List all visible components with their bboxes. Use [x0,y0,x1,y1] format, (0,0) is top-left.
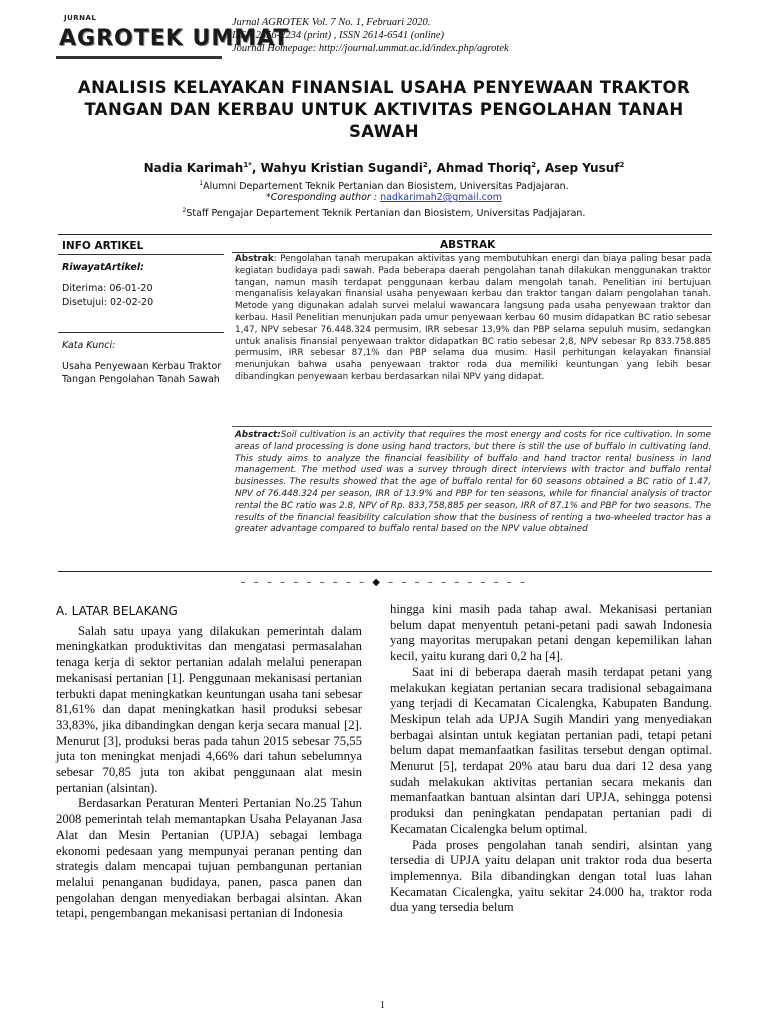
author-list: Nadia Karimah$^{1*}$, Wahyu Kristian Sugandi$^2$, Ahmad Thoriq$^2$, Asep Yusuf$^2$ [143,161,625,175]
info-rule [58,254,224,255]
journal-logo [56,14,290,60]
bottom-rule [58,571,712,572]
body-paragraph: Saat ini di beberapa daerah masih terdapat petani yang melakukan kegiatan pertanian secara tradisional sebagaimana yang terjadi di Kecamatan Cicalengka, Kabupaten Bandung. Meskipun telah ada UPJA Sugih Mandiri yang menyediakan berbagai alsintan untuk kegiatan pertanian padi, tetapi petani belum dapat memanfaatkan fasilitas tersebut dengan optimal. Menurut [5], terdapat 20% atau baru dua dari 12 desa yang sudah melakukan aktivitas pertanian secara mekanis dan memanfaatkan bantuan alsintan dari UPJA, sehingga potensi produksi dan peningkatan pendapatan pertanian padi di Kecamatan Cicalengka belum optimal. [390,664,712,836]
abstract-id-text: : Pengolahan tanah merupakan aktivitas yang membutuhkan energi dan biaya paling besar pada kegiatan budidaya padi sawah. Pada beberapa daerah pengolahan tanah dilakukan menggunakan traktor tangan, namun masih terdapat penggunaan kerbau dalam mengolah tanah. Penelitian ini bertujuan menganalisis kelayakan finansial usaha penyewaan kerbau dan traktor tangan dalam pengolahan tanah. Metode yang digunakan adalah survei melalui wawancara langsung pada usaha penyewaan traktor dan kerbau. Hasil Penelitian menunjukan pada umur penyewaan kerbau 60 musim didapatkan BC ratio sebesar 1,47, NPV sebesar 76.448.324 permusim, IRR sebesar 13,9% dan PBP selama sepuluh musim, sedangkan untuk analisis finansial penyewaan traktor didapatkan BC ratio sebesar 2,8, NPV sebesar Rp 833.758.885 permusim, IRR sebesar 87,1% dan PBP selama dua musim. Hasil perhitungan kelayakan finansial menunjukan bahwa usaha penyewaan traktor roda dua memiliki keuntungan yang lebih besar dibandingkan penyewaan kerbau berdasarkan nilai NPV yang didapat. [235,254,711,382]
corresponding-label: *Coresponding author : [266,192,381,203]
keywords-title: Kata Kunci: [62,340,116,351]
journal-homepage: Journal Homepage: http://journal.ummat.ac.id/index.php/agrotek [232,43,509,54]
corresponding-author [60,192,708,204]
body-column-right [390,602,712,916]
logo-big-text: AGROTEK UMMAT [59,26,290,51]
affiliation-2-text: Staff Pengajar Departement Teknik Pertanian dan Biosistem, Universitas Padjajaran. [186,208,586,220]
divider-ornament: – – – – – – – – – – ◆ – – – – – – – – – – – [240,577,528,588]
abstrak-heading: ABSTRAK [440,239,496,251]
author-name: Nadia Karimah [143,161,244,175]
body-paragraph: Berdasarkan Peraturan Menteri Pertanian No.25 Tahun 2008 pemerintah telah memantapkan Usaha Pelayanan Jasa Alat dan Mesin Pertanian (UPJA) sebagai lembaga ekonomi pedesaan yang mempunyai peranan penting dan strategis dalam mencapai tujuan pembangunan pertanian melalui penanganan budidaya, panen, pasca panen dan pengolahan dengan menyediakan berbagai alsintan. Akan tetapi, pengembangan mekanisasi pertanian di Indonesia [56,796,362,921]
abstract-rule [232,252,712,253]
received-date: Diterima: 06-01-20 [62,283,153,294]
page-number: 1 [380,1000,385,1011]
author-sup: 1* [243,161,252,169]
abstract-indonesian [235,254,711,384]
approved-date: Disetujui: 02-02-20 [62,297,154,308]
abstract-en-text: Soil cultivation is an activity that requires the most energy and costs for rice cultivation. In some areas of land processing is done using hand tractors, but there is still the use of buffalo in cultivating land. This study aims to analyze the financial feasibility of buffalo and hand tractor rental business in land management. The method used was a survey through direct interviews with tractor and buffalo rental businesses. The results showed that the age of buffalo rental for 60 seasons obtained a BC ratio of 1.47, NPV of 76.448.324 per season, IRR of 13.9% and PBP for ten seasons, while for financial analysis of tractor rental the BC ratio was 2.8, NPV of Rp. 833,758,885 per season, IRR of 87.1% and PBP for two seasons. The results of the financial feasibility calculation show that the business of renting a two-wheeled tractor has a greater advantage compared to buffalo rental based on the NPV value obtained [235,430,711,535]
body-paragraph: Pada proses pengolahan tanah sendiri, alsintan yang tersedia di UPJA yaitu delapan unit traktor roda dua beserta implemennya. Bila dibandingkan dengan total luas lahan Kecamatan Cicalengka, yaitu sekitar 24.000 ha, traktor roda dua yang tersedia belum [390,837,712,915]
body-column-left [56,604,362,922]
author-sup: 2 [619,161,625,169]
affiliation-2 [60,205,708,220]
affiliation-1-text: Alumni Departement Teknik Pertanian dan Biosistem, Universitas Padjajaran. [203,181,569,193]
abstract-id-label: Abstrak [235,254,274,264]
info-rule-2 [58,332,224,333]
body-paragraph: Salah satu upaya yang dilakukan pemerintah dalam meningkatkan produktivitas dan mengatasi permasalahan tenaga kerja di sektor pertanian adalah melalui penerapan mekanisasi pertanian [1]. Penggunaan mekanisasi pertanian terbukti dapat meningkatkan keuntungan usaha tani sebesar 81,61% dan dapat meningkatkan hasil produksi sebesar 33,83%, jika dibandingkan dengan kerja secara manual [2]. Menurut [3], produksi beras pada tahun 2015 sebesar 75,55 juta ton meningkat menjadi 4,66% dari tahun sebelumnya sebesar 70,85 juta ton akibat penggunaan alat mesin pertanian (alsintan). [56,623,362,795]
abstract-en-label: Abstract: [235,430,281,440]
author-name: Ahmad Thoriq [436,161,532,175]
abstract-english [235,430,711,536]
paper-title: ANALISIS KELAYAKAN FINANSIAL USAHA PENYEWAAN TRAKTOR TANGAN DAN KERBAU UNTUK AKTIVITAS PENGOLAHAN TANAH SAWAH [77,78,691,141]
abstract-separator [232,426,712,427]
author-name: Asep Yusuf [544,161,620,175]
corresponding-email-link[interactable]: nadkarimah2@gmail.com [380,192,502,203]
info-artikel-heading: INFO ARTIKEL [62,240,144,252]
journal-issn: ISSN 2356-2234 (print) , ISSN 2614-6541 (online) [232,30,445,41]
history-title: RiwayatArtikel: [62,262,144,273]
affiliation-1 [60,178,708,193]
logo-small-text: JURNAL [64,14,97,22]
journal-info [232,16,509,55]
author-sup: 2 [422,161,428,169]
section-heading: A. LATAR BELAKANG [56,604,178,618]
author-sup: 2 [531,161,537,169]
logo-underline [56,56,222,59]
body-paragraph: hingga kini masih pada tahap awal. Mekanisasi pertanian belum dapat menyentuh petani-petani padi sawah Indonesia yang mayoritas merupakan petani dengan kepemilikan lahan kecil, yaitu kurang dari 0,2 ha [4]. [390,602,712,664]
author-name: Wahyu Kristian Sugandi [260,161,423,175]
journal-citation: Jurnal AGROTEK Vol. 7 No. 1, Februari 2020. [232,17,431,28]
affiliation-1-sup: 1 [199,180,204,187]
top-rule [58,234,712,235]
affiliation-2-sup: 2 [182,207,187,214]
keywords-list: Usaha Penyewaan Kerbau Traktor Tangan Pengolahan Tanah Sawah [62,361,222,386]
